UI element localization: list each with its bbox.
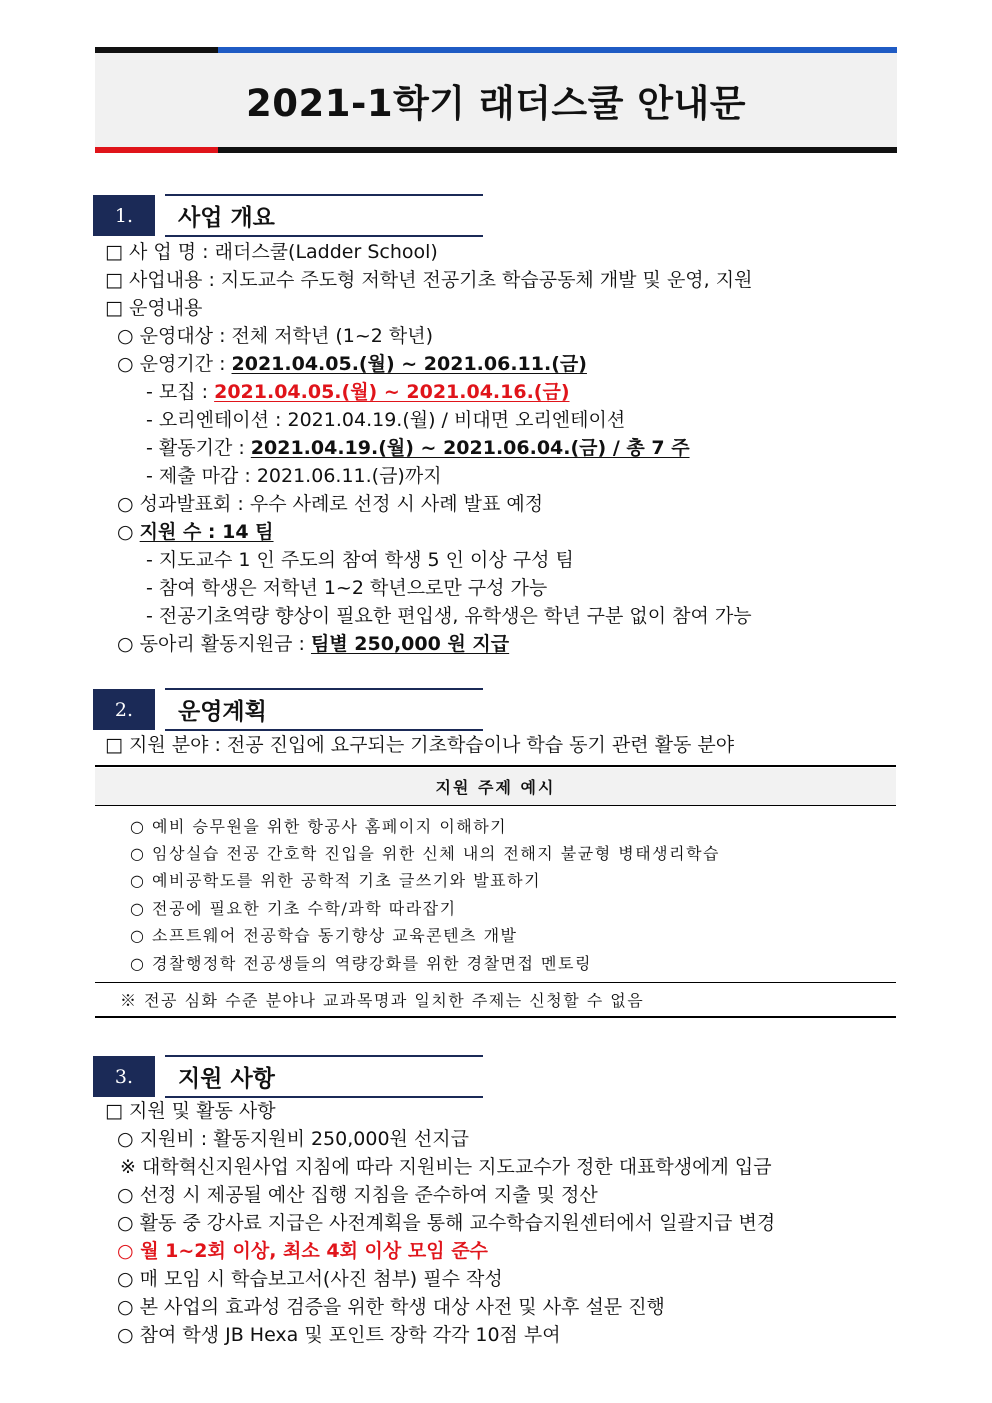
section-number: 3. [93, 1056, 155, 1097]
team-rule: - 참여 학생은 저학년 1~2 학년으로만 구성 가능 [146, 577, 548, 599]
support-heading: □ 지원 및 활동 사항 [105, 1100, 276, 1122]
topic-example: ○ 소프트웨어 전공학습 동기향상 교육콘텐츠 개발 [130, 926, 518, 945]
business-name: □ 사 업 명 : 래더스쿨(Ladder School) [105, 241, 438, 263]
operation-period: ○ 운영기간 : 2021.04.05.(월) ~ 2021.06.11.(금) [117, 353, 587, 375]
team-rule: - 지도교수 1 인 주도의 참여 학생 5 인 이상 구성 팀 [146, 549, 574, 571]
section-title: 사업 개요 [178, 205, 275, 231]
results-presentation: ○ 성과발표회 : 우수 사례로 선정 시 사례 발표 예정 [117, 493, 544, 515]
support-item: ○ 활동 중 강사료 지급은 사전계획을 통해 교수학습지원센터에서 일괄지급 변경 [117, 1212, 776, 1234]
title-bottom-bar-black [218, 147, 897, 153]
table-note-border [95, 982, 896, 983]
section-title: 지원 사항 [178, 1066, 275, 1092]
topic-example: ○ 경찰행정학 전공생들의 역량강화를 위한 경찰면접 멘토링 [130, 954, 592, 973]
table-header-border [95, 805, 896, 806]
support-fee-note: ※ 대학혁신지원사업 지침에 따라 지원비는 지도교수가 정한 대표학생에게 입금 [120, 1156, 772, 1178]
activity-period-value: 2021.04.19.(월) ~ 2021.06.04.(금) / 총 7 주 [250, 437, 690, 459]
section-number: 1. [93, 195, 155, 236]
title-banner [95, 53, 897, 147]
activity-period: - 활동기간 : 2021.04.19.(월) ~ 2021.06.04.(금) / 총 7 주 [146, 437, 690, 459]
support-fee: ○ 지원비 : 활동지원비 250,000원 선지급 [117, 1128, 469, 1150]
operation-heading: □ 운영내용 [105, 297, 203, 319]
topic-example: ○ 전공에 필요한 기초 수학/과학 따라잡기 [130, 899, 457, 918]
support-field: □ 지원 분야 : 전공 진입에 요구되는 기초학습이나 학습 동기 관련 활동 분야 [105, 734, 735, 756]
topic-example: ○ 임상실습 전공 간호학 진입을 위한 신체 내의 전해지 불균형 병태생리학습 [130, 844, 721, 863]
section-header [165, 688, 483, 731]
operation-target: ○ 운영대상 : 전체 저학년 (1~2 학년) [117, 325, 434, 347]
table-bottom-border [95, 1016, 896, 1018]
meeting-requirement: ○ 월 1~2회 이상, 최소 4회 이상 모임 준수 [117, 1240, 488, 1262]
club-fund-value: 팀별 250,000 원 지급 [310, 633, 510, 655]
section-title: 운영계획 [178, 699, 267, 725]
section-header [165, 194, 483, 237]
table-top-border [95, 765, 896, 767]
recruit-period: - 모집 : 2021.04.05.(월) ~ 2021.04.16.(금) [146, 381, 570, 403]
support-item: ○ 참여 학생 JB Hexa 및 포인트 장학 각각 10점 부여 [117, 1324, 561, 1346]
topic-example: ○ 예비 승무원을 위한 항공사 홈페이지 이해하기 [130, 817, 508, 836]
page-title: 2021-1학기 래더스쿨 안내문 [245, 82, 747, 125]
table-note: ※ 전공 심화 수준 분야나 교과목명과 일치한 주제는 신청할 수 없음 [120, 991, 645, 1010]
section-number: 2. [93, 689, 155, 730]
business-content: □ 사업내용 : 지도교수 주도형 저학년 전공기초 학습공동체 개발 및 운영, 지원 [105, 269, 753, 291]
table-header: 지원 주제 예시 [95, 768, 896, 805]
orientation: - 오리엔테이션 : 2021.04.19.(월) / 비대면 오리엔테이션 [146, 409, 626, 431]
team-rule: - 전공기초역량 향상이 필요한 편입생, 유학생은 학년 구분 없이 참여 가능 [146, 605, 752, 627]
recruit-period-value: 2021.04.05.(월) ~ 2021.04.16.(금) [214, 381, 570, 403]
section-header [165, 1055, 483, 1098]
topic-example: ○ 예비공학도를 위한 공학적 기초 글쓰기와 발표하기 [130, 871, 542, 890]
operation-period-value: 2021.04.05.(월) ~ 2021.06.11.(금) [231, 353, 587, 375]
club-fund: ○ 동아리 활동지원금 : 팀별 250,000 원 지급 [117, 633, 510, 655]
submission-deadline: - 제출 마감 : 2021.06.11.(금)까지 [146, 465, 442, 487]
support-item: ○ 본 사업의 효과성 검증을 위한 학생 대상 사전 및 사후 설문 진행 [117, 1296, 665, 1318]
support-item: ○ 매 모임 시 학습보고서(사진 첨부) 필수 작성 [117, 1268, 503, 1290]
title-bottom-bar-red [95, 147, 218, 153]
team-count-value: 지원 수 : 14 팀 [139, 521, 274, 543]
team-count: ○ 지원 수 : 14 팀 [117, 521, 274, 543]
support-item: ○ 선정 시 제공될 예산 집행 지침을 준수하여 지출 및 정산 [117, 1184, 598, 1206]
